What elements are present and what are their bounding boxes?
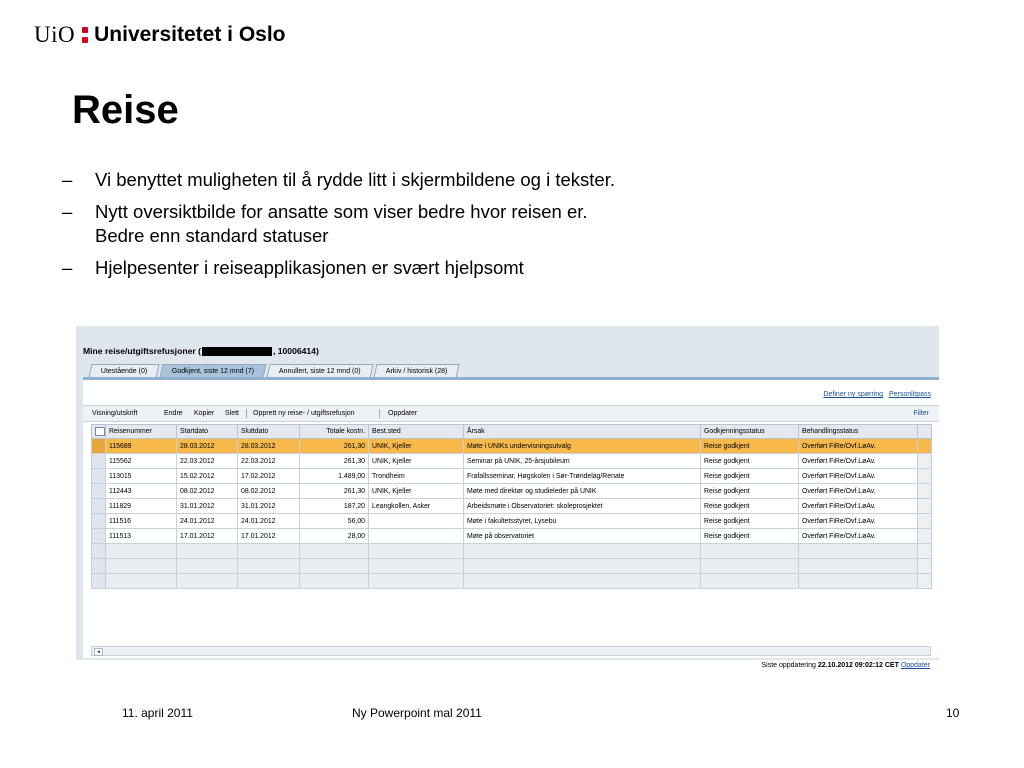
bullet-item [62, 200, 822, 248]
last-update-value: 22.10.2012 09:02:12 CET [817, 662, 899, 669]
empty-cell [177, 559, 238, 574]
column-header[interactable]: Sluttdato [238, 425, 300, 439]
row-selector[interactable] [92, 439, 106, 454]
scroll-down-arrow[interactable] [918, 574, 932, 589]
empty-cell [106, 544, 177, 559]
cell-sted [369, 514, 464, 529]
empty-cell [106, 559, 177, 574]
bullet-dash: – [62, 169, 73, 190]
redacted-name-block [202, 347, 272, 356]
cell-behandling: Overført FiRe/Ovf.LøAv. [799, 454, 918, 469]
uio-logo [34, 22, 286, 48]
cell-kostnad: 56,00 [300, 514, 369, 529]
cell-kostnad: 261,30 [300, 484, 369, 499]
cell-startdato: 17.01.2012 [177, 529, 238, 544]
cell-reisenummer: 111829 [106, 499, 177, 514]
empty-cell [369, 559, 464, 574]
empty-row [92, 544, 932, 559]
table-body [92, 439, 932, 589]
footer-date: 11. april 2011 [122, 706, 193, 720]
row-selector[interactable] [92, 454, 106, 469]
cell-godkjenning: Reise godkjent [701, 499, 799, 514]
cell-arsak: Frafallsseminar, Høgskolen i Sør-Trøndelag/Renate [464, 469, 701, 484]
tab-utestaende[interactable] [89, 364, 160, 378]
cell-reisenummer: 112443 [106, 484, 177, 499]
cell-startdato: 08.02.2012 [177, 484, 238, 499]
empty-cell [238, 544, 300, 559]
cell-startdato: 22.03.2012 [177, 454, 238, 469]
cell-kostnad: 261,30 [300, 439, 369, 454]
bullet-text: Nytt oversiktbilde for ansatte som viser bedre hvor reisen er. [95, 201, 588, 222]
column-header[interactable]: Behandlingsstatus [799, 425, 918, 439]
cell-behandling: Overført FiRe/Ovf.LøAv. [799, 499, 918, 514]
cell-startdato: 24.01.2012 [177, 514, 238, 529]
empty-row [92, 574, 932, 589]
logo-uio-text: UiO [34, 22, 76, 47]
cell-sted: Leangkollen, Asker [369, 499, 464, 514]
last-update-label: Siste oppdatering [761, 662, 816, 669]
tab-label: Annullert, siste 12 mnd (0) [279, 368, 362, 375]
row-selector [92, 559, 106, 574]
trips-table [91, 424, 932, 589]
empty-cell [300, 559, 369, 574]
tab-godkjent[interactable] [160, 364, 267, 378]
empty-cell [701, 574, 799, 589]
row-selector[interactable] [92, 484, 106, 499]
empty-cell [799, 559, 918, 574]
cell-arsak: Møte på observatoriet [464, 529, 701, 544]
bullet-text: Hjelpesenter i reiseapplikasjonen er svært hjelpsomt [95, 257, 524, 278]
sap-title-suffix: , 10006414) [272, 346, 319, 356]
row-selector[interactable] [92, 499, 106, 514]
scroll-up-arrow[interactable] [918, 425, 932, 439]
cell-startdato: 15.02.2012 [177, 469, 238, 484]
column-header[interactable]: Reisenummer [106, 425, 177, 439]
cell-behandling: Overført FiRe/Ovf.LøAv. [799, 439, 918, 454]
delete-button[interactable]: Slett [225, 410, 240, 417]
copy-button[interactable]: Kopier [194, 410, 215, 417]
cell-behandling: Overført FiRe/Ovf.LøAv. [799, 529, 918, 544]
column-header[interactable]: Godkjenningsstatus [701, 425, 799, 439]
scrollbar-track[interactable] [918, 454, 932, 469]
bullet-dash: – [62, 201, 73, 222]
cell-behandling: Overført FiRe/Ovf.LøAv. [799, 484, 918, 499]
empty-cell [177, 574, 238, 589]
table-row[interactable] [92, 514, 932, 529]
empty-cell [701, 544, 799, 559]
empty-cell [177, 544, 238, 559]
bullet-text-line2: Bedre enn standard statuser [95, 225, 329, 246]
table-toolbar [83, 405, 939, 422]
column-header[interactable]: Best.sted [369, 425, 464, 439]
table-row[interactable] [92, 439, 932, 454]
tab-arkiv[interactable] [374, 364, 460, 378]
cell-behandling: Overført FiRe/Ovf.LøAv. [799, 469, 918, 484]
cell-sluttdato: 08.02.2012 [238, 484, 300, 499]
cell-godkjenning: Reise godkjent [701, 439, 799, 454]
tab-label: Arkiv / historisk (28) [386, 368, 448, 375]
scrollbar-track[interactable] [918, 499, 932, 514]
toolbar-separator [379, 409, 380, 418]
cell-behandling: Overført FiRe/Ovf.LøAv. [799, 514, 918, 529]
row-selector[interactable] [92, 529, 106, 544]
cell-godkjenning: Reise godkjent [701, 454, 799, 469]
cell-startdato: 31.01.2012 [177, 499, 238, 514]
last-update-status [761, 662, 930, 669]
empty-cell [106, 574, 177, 589]
logo-university-name: Universitetet i Oslo [94, 23, 286, 46]
cell-arsak: Møte i fakultetsstyret, Lysebu [464, 514, 701, 529]
cell-reisenummer: 111513 [106, 529, 177, 544]
cell-godkjenning: Reise godkjent [701, 514, 799, 529]
tab-label: Utestående (0) [100, 368, 148, 375]
empty-cell [701, 559, 799, 574]
empty-cell [238, 559, 300, 574]
empty-cell [369, 574, 464, 589]
scrollbar-track[interactable] [918, 529, 932, 544]
scroll-left-icon[interactable]: ◂ [94, 648, 103, 656]
cell-arsak: Arbeidsmøte i Observatoriet: skoleprosjektet [464, 499, 701, 514]
scrollbar-track[interactable] [918, 559, 932, 574]
define-query-link[interactable]: Definer ny spørring [823, 391, 884, 398]
bullet-item [62, 256, 822, 280]
empty-cell [464, 574, 701, 589]
cell-kostnad: 261,30 [300, 454, 369, 469]
cell-reisenummer: 115562 [106, 454, 177, 469]
cell-sluttdato: 17.02.2012 [238, 469, 300, 484]
horizontal-scrollbar[interactable] [91, 646, 931, 656]
tab-label: Godkjent, siste 12 mnd (7) [172, 368, 255, 375]
cell-sted: UNIK, Kjeller [369, 484, 464, 499]
tab-strip [90, 364, 462, 378]
row-selector[interactable] [92, 514, 106, 529]
cell-sted [369, 529, 464, 544]
sap-title-prefix: Mine reise/utgiftsrefusjoner ( [83, 346, 201, 356]
row-selector [92, 544, 106, 559]
query-links [819, 391, 931, 398]
scrollbar-track[interactable] [918, 484, 932, 499]
sap-screenshot [76, 326, 939, 669]
cell-sted: UNIK, Kjeller [369, 454, 464, 469]
empty-cell [464, 559, 701, 574]
scrollbar-track[interactable] [918, 544, 932, 559]
select-all-header[interactable] [92, 425, 106, 439]
cell-sluttdato: 31.01.2012 [238, 499, 300, 514]
bullet-item [62, 168, 822, 192]
scrollbar-track[interactable] [918, 439, 932, 454]
bullet-text-block [95, 200, 822, 248]
scrollbar-track[interactable] [918, 514, 932, 529]
cell-kostnad: 1.489,00 [300, 469, 369, 484]
view-print-button[interactable]: Visning/utskrift [92, 410, 138, 417]
cell-reisenummer: 113015 [106, 469, 177, 484]
filter-button[interactable]: Filter [913, 410, 929, 417]
cell-sted: Trondheim [369, 469, 464, 484]
cell-arsak: Møte i UNIKs undervisningsutvalg [464, 439, 701, 454]
refresh-button[interactable]: Oppdater [388, 410, 418, 417]
tab-annullert[interactable] [267, 364, 374, 378]
empty-cell [238, 574, 300, 589]
cell-godkjenning: Reise godkjent [701, 469, 799, 484]
scrollbar-track[interactable] [918, 469, 932, 484]
toolbar-separator [246, 409, 247, 418]
update-link[interactable]: Oppdater [900, 662, 930, 669]
empty-cell [369, 544, 464, 559]
table-row[interactable] [92, 484, 932, 499]
cell-sluttdato: 24.01.2012 [238, 514, 300, 529]
cell-kostnad: 187,20 [300, 499, 369, 514]
empty-cell [799, 544, 918, 559]
edit-button[interactable]: Endre [164, 410, 183, 417]
table-row[interactable] [92, 499, 932, 514]
slide-title: Reise [72, 88, 179, 132]
table-row[interactable] [92, 469, 932, 484]
cell-sted: UNIK, Kjeller [369, 439, 464, 454]
bullet-text: Vi benyttet muligheten til å rydde litt i skjermbildene og i tekster. [95, 169, 615, 190]
footer-page-number: 10 [946, 706, 960, 720]
row-selector[interactable] [92, 469, 106, 484]
cell-startdato: 28.03.2012 [177, 439, 238, 454]
column-header[interactable]: Årsak [464, 425, 701, 439]
table-row[interactable] [92, 529, 932, 544]
sap-page-title [83, 346, 319, 356]
empty-cell [300, 544, 369, 559]
cell-reisenummer: 111516 [106, 514, 177, 529]
empty-cell [799, 574, 918, 589]
row-selector [92, 574, 106, 589]
bullet-dash: – [62, 257, 73, 278]
empty-row [92, 559, 932, 574]
bullet-list [62, 168, 822, 288]
create-trip-button[interactable]: Opprett ny reise- / utgiftsrefusjon [253, 410, 355, 417]
cell-kostnad: 28,00 [300, 529, 369, 544]
cell-godkjenning: Reise godkjent [701, 529, 799, 544]
column-header[interactable]: Startdato [177, 425, 238, 439]
cell-godkjenning: Reise godkjent [701, 484, 799, 499]
table-header-row [92, 425, 932, 439]
personalize-link[interactable]: Personlitpass [888, 391, 931, 398]
cell-sluttdato: 22.03.2012 [238, 454, 300, 469]
cell-arsak: Møte med direktør og studieleder på UNIK [464, 484, 701, 499]
table-row[interactable] [92, 454, 932, 469]
cell-arsak: Seminar på UNIK, 25-årsjubileum [464, 454, 701, 469]
logo-colon-icon [82, 27, 88, 43]
footer-template-name: Ny Powerpoint mal 2011 [352, 706, 482, 720]
empty-cell [300, 574, 369, 589]
cell-reisenummer: 115689 [106, 439, 177, 454]
column-header[interactable]: Totale kostn. [300, 425, 369, 439]
cell-sluttdato: 28.03.2012 [238, 439, 300, 454]
cell-sluttdato: 17.01.2012 [238, 529, 300, 544]
tab-content-panel [83, 380, 939, 669]
empty-cell [464, 544, 701, 559]
select-all-icon [95, 427, 105, 436]
